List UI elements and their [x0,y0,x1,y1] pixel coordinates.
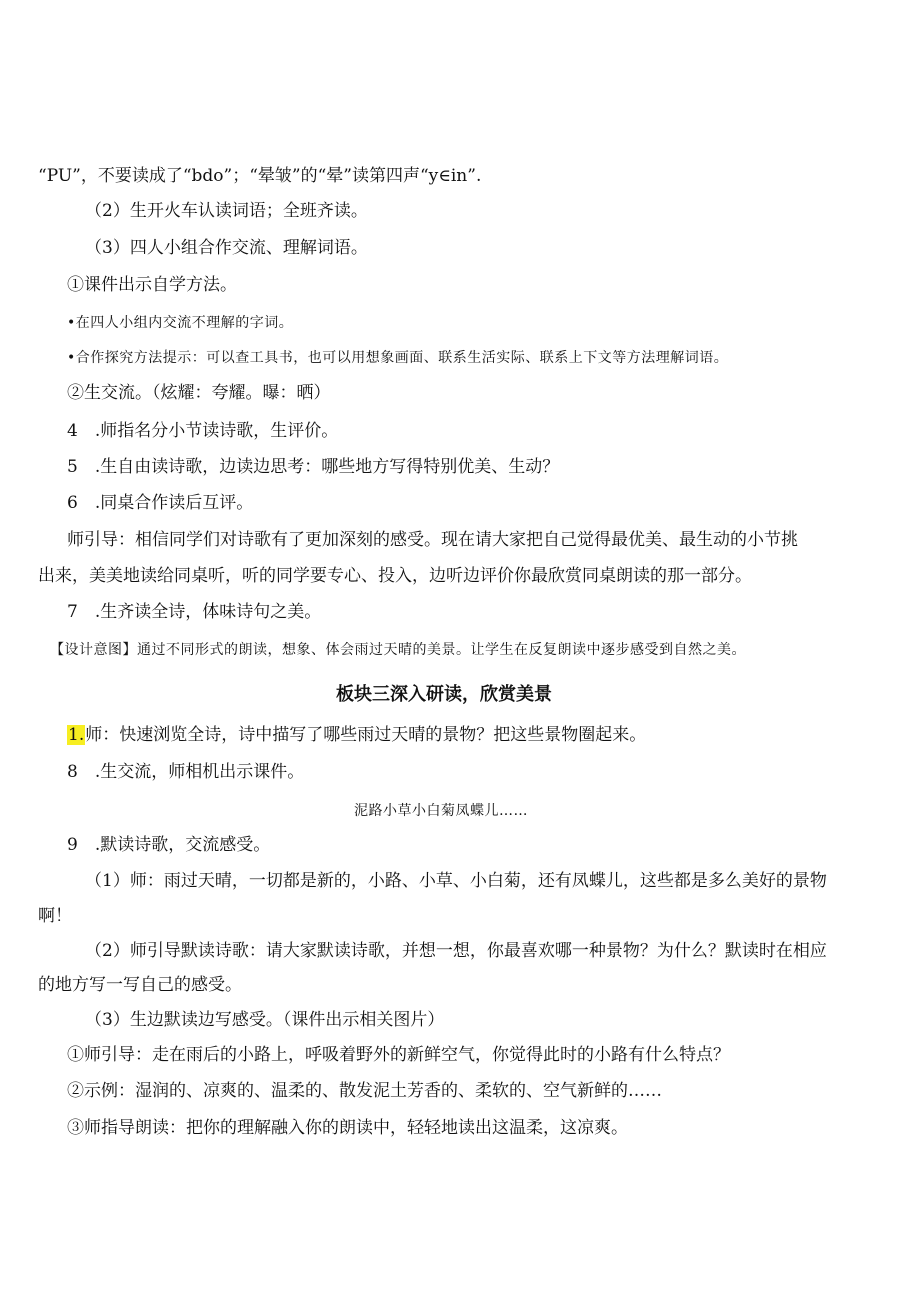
reading-guidance: ③师指导朗读：把你的理解融入你的朗读中，轻轻地读出这温柔，这凉爽。 [67,1118,628,1138]
item-4: 4 .师指名分小节读诗歌，生评价。 [67,421,339,441]
sub-1-line2: 啊！ [38,906,72,926]
item-1-browse [67,723,646,747]
highlighted-number: 1. [68,725,85,745]
sub-2-line2: 的地方写一写自己的感受。 [38,975,242,995]
sub-1-line1: （1）师：雨过天晴，一切都是新的，小路、小草、小白菊，还有凤蝶儿，这些都是多么美好的景物 [85,871,827,891]
item-6: 6 .同桌合作读后互评。 [67,493,254,513]
item-1-text: 师：快速浏览全诗，诗中描写了哪些雨过天晴的景物？把这些景物圈起来。 [85,725,647,745]
step-2-read-words: （2）生开火车认读词语；全班齐读。 [85,201,368,221]
bullet-discuss-words: •在四人小组内交流不理解的字词。 [67,315,294,331]
item-9: 9 .默读诗歌，交流感受。 [67,835,271,855]
courseware-scenery-list: 泥路小草小白菊凤蝶儿…… [354,803,528,819]
paragraph-pronunciation-note: “PU”，不要读成了“bdo”；“晕皱”的“晕”读第四声“y∈in”. [38,166,482,186]
item-5: 5 .生自由读诗歌，边读边思考：哪些地方写得特别优美、生动？ [67,457,560,477]
item-8: 8 .生交流，师相机出示课件。 [67,762,305,782]
sub-2-line1: （2）师引导默读诗歌：请大家默读诗歌，并想一想，你最喜欢哪一种景物？为什么？默读时在相应 [85,941,827,961]
student-exchange: ②生交流。（炫耀：夸耀。曝：晒） [67,383,331,403]
self-study-method: ①课件出示自学方法。 [67,275,237,295]
section-heading: 板块三深入研读，欣赏美景 [336,684,552,705]
sub-3: （3）生边默读边写感受。（课件出示相关图片） [85,1010,445,1030]
step-3-group-discussion: （3）四人小组合作交流、理解词语。 [85,238,368,258]
teacher-guide-line2: 出来，美美地读给同桌听，听的同学要专心、投入，边听边评价你最欣赏同桌朗读的那一部分。 [38,566,752,586]
example-answer: ②示例：湿润的、凉爽的、温柔的、散发泥土芳香的、柔软的、空气新鲜的…… [67,1081,662,1101]
item-7: 7 .生齐读全诗，体味诗句之美。 [67,602,322,622]
design-intent: 【设计意图】通过不同形式的朗读，想象、体会雨过天晴的美景。让学生在反复朗读中逐步感受到自然之美。 [50,642,746,658]
guide-question: ①师引导：走在雨后的小路上，呼吸着野外的新鲜空气，你觉得此时的小路有什么特点？ [67,1045,730,1065]
teacher-guide-line1: 师引导：相信同学们对诗歌有了更加深刻的感受。现在请大家把自己觉得最优美、最生动的小节挑 [67,530,798,550]
bullet-method-tips: •合作探究方法提示：可以查工具书，也可以用想象画面、联系生活实际、联系上下文等方法理解词语。 [67,350,729,366]
